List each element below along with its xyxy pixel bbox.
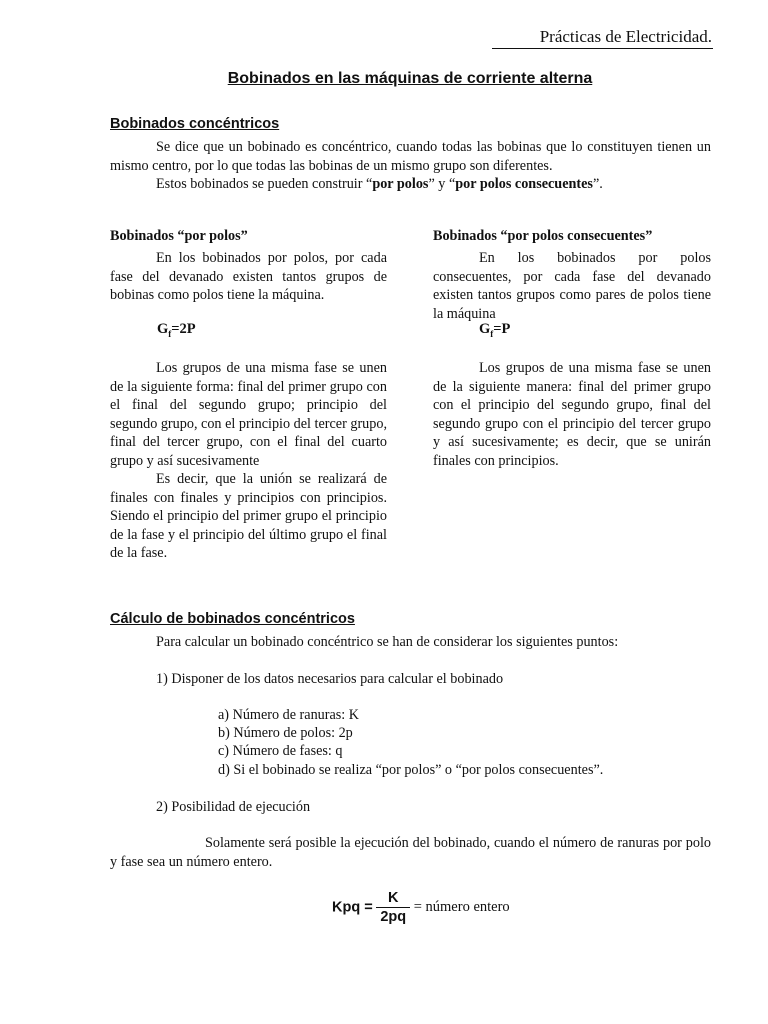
right-column-heading: Bobinados “por polos consecuentes” bbox=[433, 228, 653, 244]
list-item: b) Número de polos: 2p bbox=[218, 725, 353, 742]
left-column-paragraph-2: Los grupos de una misma fase se unen de la siguiente forma: final del primer grupo con el final del segundo grupo; principio del segundo grupo, con el principio del tercer grupo, final del tercer grupo, con el final del cuarto grupo y así sucesivamente bbox=[110, 360, 387, 469]
left-column-p2p3 bbox=[110, 359, 387, 563]
data-list bbox=[218, 706, 603, 779]
header-rule bbox=[492, 48, 713, 49]
p2-bold-por-polos: por polos bbox=[372, 176, 429, 192]
section1-paragraph-2 bbox=[110, 175, 711, 194]
section1-paragraph-1: Se dice que un bobinado es concéntrico, cuando todas las bobinas que lo constituyen tienen un mismo centro, por lo que todas las bobinas de un mismo grupo son diferentes. bbox=[110, 139, 711, 174]
section2-point-2: 2) Posibilidad de ejecución bbox=[156, 799, 311, 815]
formula-gf-2p bbox=[157, 321, 196, 339]
formula-denominator: 2pq bbox=[380, 909, 407, 925]
formula-lhs: Kpq = bbox=[332, 899, 373, 916]
formula-rhs: = número entero bbox=[413, 899, 510, 915]
formula-fraction bbox=[376, 890, 410, 925]
left-column-paragraph-1: En los bobinados por polos, por cada fase del devanado existen tantos grupos de bobinas como polos tiene la máquina. bbox=[110, 250, 387, 303]
exec-paragraph-text: Solamente será posible la ejecución del bobinado, cuando el número de ranuras por polo y fase sea un número entero. bbox=[110, 835, 711, 870]
formula-g: G bbox=[157, 321, 169, 337]
document-title: Bobinados en las máquinas de corriente alterna bbox=[227, 70, 593, 87]
left-column-heading: Bobinados “por polos” bbox=[110, 228, 248, 244]
p2-mid: ” y “ bbox=[428, 176, 456, 192]
formula-rest: =2P bbox=[171, 321, 196, 337]
section1-body bbox=[110, 138, 711, 194]
list-item: c) Número de fases: q bbox=[218, 743, 343, 760]
left-column-p1 bbox=[110, 249, 387, 305]
section2-intro: Para calcular un bobinado concéntrico se han de considerar los siguientes puntos: bbox=[156, 634, 619, 650]
formula-sub: f bbox=[168, 328, 172, 339]
right-column-p2 bbox=[433, 359, 711, 470]
formula-rest: =P bbox=[493, 321, 511, 337]
list-item: a) Número de ranuras: K bbox=[218, 707, 360, 723]
formula-numerator: K bbox=[376, 890, 410, 908]
formula-gf-p bbox=[479, 321, 510, 339]
p2-bold-consecuentes: por polos consecuentes bbox=[455, 176, 593, 192]
formula-sub: f bbox=[490, 328, 494, 339]
right-column-paragraph-2: Los grupos de una misma fase se unen de la siguiente manera: final del primer grupo con el principio del segundo grupo, final del segundo grupo con el principio del tercer grupo y así sucesivamente; es decir, que se unirán finales con principios. bbox=[433, 360, 711, 469]
section2-exec-paragraph bbox=[110, 834, 711, 871]
right-column-p1 bbox=[433, 249, 711, 323]
section2-point-1: 1) Disponer de los datos necesarios para calcular el bobinado bbox=[156, 671, 504, 687]
list-item: d) Si el bobinado se realiza “por polos” o “por polos consecuentes”. bbox=[218, 761, 604, 778]
p2-after: ”. bbox=[592, 176, 603, 192]
kpq-formula bbox=[332, 890, 510, 925]
section-heading-concentric: Bobinados concéntricos bbox=[110, 116, 280, 132]
left-column-paragraph-3: Es decir, que la unión se realizará de finales con finales y principios con principios. Siendo el principio del primer grupo el principio de la fase y el principio del último grupo el final de la fase. bbox=[110, 471, 387, 561]
right-column-paragraph-1: En los bobinados por polos consecuentes, por cada fase del devanado existen tantos grupos como pares de polos tiene la máquina bbox=[433, 250, 711, 322]
formula-g: G bbox=[479, 321, 491, 337]
p2-before: Estos bobinados se pueden construir “ bbox=[156, 176, 373, 192]
page-header-title: Prácticas de Electricidad. bbox=[539, 27, 712, 46]
section-heading-calculation: Cálculo de bobinados concéntricos bbox=[110, 611, 355, 627]
